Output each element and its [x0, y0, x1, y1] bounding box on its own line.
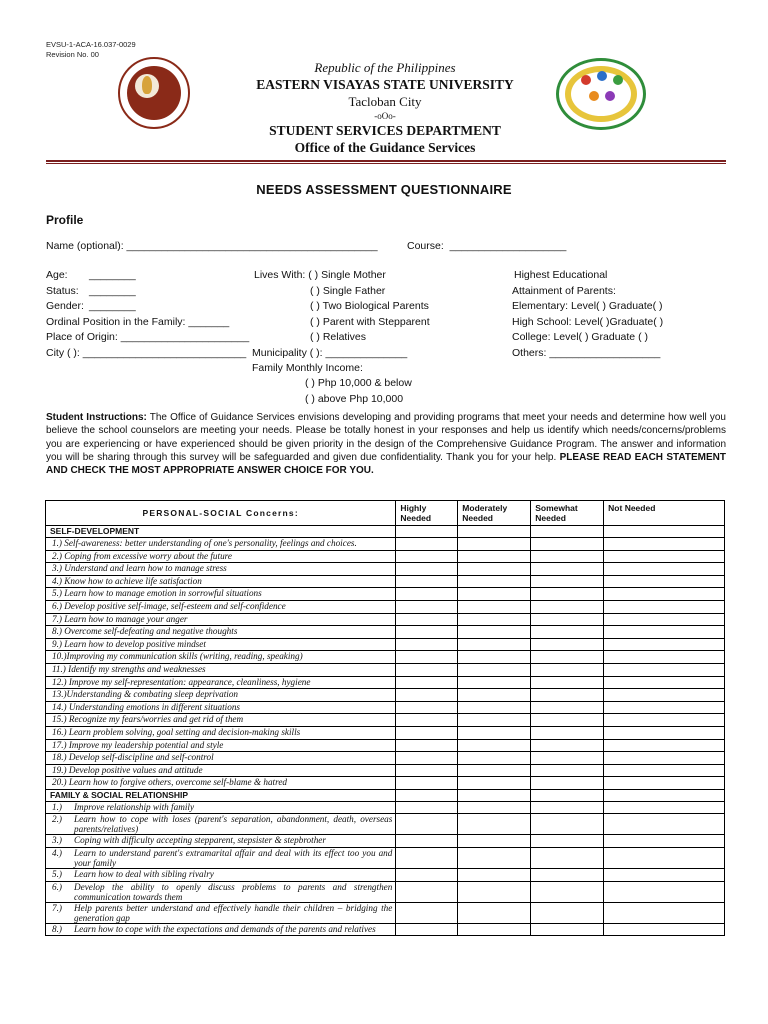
- self-dev-20-somewhat-checkbox[interactable]: [531, 777, 604, 790]
- family-1-somewhat-checkbox[interactable]: [531, 801, 604, 814]
- table-row: [46, 663, 725, 676]
- letterhead: [200, 60, 570, 157]
- self-dev-3-moderately-checkbox[interactable]: [458, 563, 531, 576]
- table-row: [46, 764, 725, 777]
- republic-line: Republic of the Philippines: [314, 60, 456, 75]
- table-row: [46, 689, 725, 702]
- others-field[interactable]: Others: ___________________: [512, 347, 661, 359]
- self-dev-15-moderately-checkbox[interactable]: [458, 714, 531, 727]
- high-school-field[interactable]: High School: Level( )Graduate( ): [512, 316, 664, 328]
- needs-table: [45, 500, 725, 936]
- self-development-item: 4.) Know how to achieve life satisfaction: [46, 575, 396, 588]
- self-dev-19-not-checkbox[interactable]: [604, 764, 725, 777]
- family-2-not-checkbox[interactable]: [604, 814, 725, 835]
- self-development-item: 10.)Improving my communication skills (writing, reading, speaking): [46, 651, 396, 664]
- family-item-number: 2.): [52, 814, 62, 825]
- family-8-highly-checkbox[interactable]: [396, 923, 458, 936]
- family-7-moderately-checkbox[interactable]: [458, 902, 531, 923]
- column-moderately-needed: Moderately Needed: [458, 501, 531, 526]
- self-dev-4-moderately-checkbox[interactable]: [458, 575, 531, 588]
- self-dev-6-moderately-checkbox[interactable]: [458, 600, 531, 613]
- city-line: Tacloban City: [348, 94, 422, 109]
- family-3-moderately-checkbox[interactable]: [458, 835, 531, 848]
- self-dev-11-highly-checkbox[interactable]: [396, 663, 458, 676]
- family-item-text: Learn how to deal with sibling rivalry: [74, 869, 214, 880]
- college-field[interactable]: College: Level( ) Graduate ( ): [512, 331, 648, 343]
- table-row: [46, 848, 725, 869]
- self-dev-12-moderately-checkbox[interactable]: [458, 676, 531, 689]
- self-dev-4-somewhat-checkbox[interactable]: [531, 575, 604, 588]
- self-dev-3-somewhat-checkbox[interactable]: [531, 563, 604, 576]
- family-8-moderately-checkbox[interactable]: [458, 923, 531, 936]
- revision-number: Revision No. 00: [46, 50, 99, 59]
- self-dev-19-somewhat-checkbox[interactable]: [531, 764, 604, 777]
- office-name: Office of the Guidance Services: [294, 140, 476, 155]
- table-row: [46, 638, 725, 651]
- self-dev-14-moderately-checkbox[interactable]: [458, 701, 531, 714]
- self-development-item: 9.) Learn how to develop positive mindset: [46, 638, 396, 651]
- self-dev-1-somewhat-checkbox[interactable]: [531, 538, 604, 551]
- family-1-moderately-checkbox[interactable]: [458, 801, 531, 814]
- place-of-origin-field[interactable]: Place of Origin: ______________________: [46, 331, 250, 343]
- table-row: [46, 752, 725, 765]
- family-4-moderately-checkbox[interactable]: [458, 848, 531, 869]
- course-field[interactable]: Course: ____________________: [407, 240, 567, 252]
- family-5-somewhat-checkbox[interactable]: [531, 869, 604, 882]
- self-development-item: 20.) Learn how to forgive others, overcome self-blame & hatred: [46, 777, 396, 790]
- table-row: [46, 902, 725, 923]
- table-row: [46, 651, 725, 664]
- table-row: [46, 739, 725, 752]
- family-item-number: 5.): [52, 869, 62, 880]
- self-development-item: 3.) Understand and learn how to manage stress: [46, 563, 396, 576]
- self-dev-11-somewhat-checkbox[interactable]: [531, 663, 604, 676]
- table-row: [46, 613, 725, 626]
- self-dev-1-not-checkbox[interactable]: [604, 538, 725, 551]
- self-development-item: 7.) Learn how to manage your anger: [46, 613, 396, 626]
- header-divider: [46, 160, 726, 164]
- self-dev-10-highly-checkbox[interactable]: [396, 651, 458, 664]
- self-dev-15-somewhat-checkbox[interactable]: [531, 714, 604, 727]
- self-development-item: 17.) Improve my leadership potential and style: [46, 739, 396, 752]
- section-family-social: FAMILY & SOCIAL RELATIONSHIP: [46, 789, 396, 801]
- table-row: [46, 600, 725, 613]
- section-self-development: SELF-DEVELOPMENT: [46, 526, 396, 538]
- self-dev-18-highly-checkbox[interactable]: [396, 752, 458, 765]
- family-5-moderately-checkbox[interactable]: [458, 869, 531, 882]
- table-row: [46, 676, 725, 689]
- profile-heading: Profile: [46, 213, 84, 227]
- self-dev-10-not-checkbox[interactable]: [604, 651, 725, 664]
- table-row: [46, 538, 725, 551]
- municipality-field[interactable]: Municipality ( ): ______________: [252, 347, 408, 359]
- self-dev-2-moderately-checkbox[interactable]: [458, 550, 531, 563]
- self-dev-11-not-checkbox[interactable]: [604, 663, 725, 676]
- family-item-number: 3.): [52, 835, 62, 846]
- status-field[interactable]: ________: [89, 285, 136, 297]
- self-dev-17-not-checkbox[interactable]: [604, 739, 725, 752]
- self-dev-16-not-checkbox[interactable]: [604, 726, 725, 739]
- family-item: [46, 848, 396, 869]
- self-dev-18-somewhat-checkbox[interactable]: [531, 752, 604, 765]
- self-dev-2-not-checkbox[interactable]: [604, 550, 725, 563]
- self-dev-15-highly-checkbox[interactable]: [396, 714, 458, 727]
- table-row: [46, 626, 725, 639]
- self-development-item: 11.) Identify my strengths and weaknesses: [46, 663, 396, 676]
- self-dev-9-somewhat-checkbox[interactable]: [531, 638, 604, 651]
- elementary-field[interactable]: Elementary: Level( ) Graduate( ): [512, 300, 663, 312]
- family-6-highly-checkbox[interactable]: [396, 881, 458, 902]
- self-dev-4-not-checkbox[interactable]: [604, 575, 725, 588]
- family-item: [46, 814, 396, 835]
- self-development-item: 6.) Develop positive self-image, self-esteem and self-confidence: [46, 600, 396, 613]
- table-row: [46, 881, 725, 902]
- family-4-not-checkbox[interactable]: [604, 848, 725, 869]
- family-item: [46, 881, 396, 902]
- self-development-item: 18.) Develop self-discipline and self-control: [46, 752, 396, 765]
- family-4-somewhat-checkbox[interactable]: [531, 848, 604, 869]
- family-2-somewhat-checkbox[interactable]: [531, 814, 604, 835]
- self-dev-12-not-checkbox[interactable]: [604, 676, 725, 689]
- family-7-not-checkbox[interactable]: [604, 902, 725, 923]
- self-dev-13-not-checkbox[interactable]: [604, 689, 725, 702]
- family-item-number: 7.): [52, 902, 62, 913]
- family-7-somewhat-checkbox[interactable]: [531, 902, 604, 923]
- table-row: [46, 814, 725, 835]
- self-dev-13-highly-checkbox[interactable]: [396, 689, 458, 702]
- family-6-somewhat-checkbox[interactable]: [531, 881, 604, 902]
- family-2-highly-checkbox[interactable]: [396, 814, 458, 835]
- table-row: [46, 923, 725, 936]
- family-6-not-checkbox[interactable]: [604, 881, 725, 902]
- document-code-number: EVSU-1-ACA-16.037-0029: [46, 40, 136, 49]
- table-row: [46, 575, 725, 588]
- gender-label: Gender:: [46, 300, 84, 312]
- city-field[interactable]: City ( ): ____________________________: [46, 347, 247, 359]
- self-dev-7-somewhat-checkbox[interactable]: [531, 613, 604, 626]
- self-dev-5-somewhat-checkbox[interactable]: [531, 588, 604, 601]
- family-8-not-checkbox[interactable]: [604, 923, 725, 936]
- self-development-item: 16.) Learn problem solving, goal setting and decision-making skills: [46, 726, 396, 739]
- family-item-text: Learn how to cope with the expectations and demands of the parents and relatives: [74, 923, 376, 934]
- table-row: [46, 701, 725, 714]
- self-dev-16-moderately-checkbox[interactable]: [458, 726, 531, 739]
- self-dev-17-moderately-checkbox[interactable]: [458, 739, 531, 752]
- self-dev-4-highly-checkbox[interactable]: [396, 575, 458, 588]
- self-dev-19-highly-checkbox[interactable]: [396, 764, 458, 777]
- self-development-item: 19.) Develop positive values and attitude: [46, 764, 396, 777]
- self-dev-20-moderately-checkbox[interactable]: [458, 777, 531, 790]
- self-dev-5-not-checkbox[interactable]: [604, 588, 725, 601]
- student-instructions: [46, 411, 726, 477]
- self-dev-19-moderately-checkbox[interactable]: [458, 764, 531, 777]
- column-highly-needed: Highly Needed: [396, 501, 458, 526]
- self-dev-14-somewhat-checkbox[interactable]: [531, 701, 604, 714]
- self-dev-10-somewhat-checkbox[interactable]: [531, 651, 604, 664]
- self-dev-1-moderately-checkbox[interactable]: [458, 538, 531, 551]
- self-dev-6-not-checkbox[interactable]: [604, 600, 725, 613]
- family-item-text: Improve relationship with family: [74, 801, 195, 812]
- instructions-emphasis: PLEASE READ EACH STATEMENT AND CHECK THE MOST APPROPRIATE ANSWER CHOICE FOR YOU.: [46, 451, 726, 477]
- self-dev-2-somewhat-checkbox[interactable]: [531, 550, 604, 563]
- document-code: [46, 40, 136, 60]
- self-dev-12-highly-checkbox[interactable]: [396, 676, 458, 689]
- instructions-body: The Office of Guidance Services envisions developing and providing programs that meet your needs and determine how well you believe the school counselors are meeting your needs. Please be totally honest in your responses and help us identify which needs/concerns/problems you are experiencing or have experienced should be given priority in the design of the Comprehensive Guidance Program. The answer and information you will be sharing through this survey will be safeguarded and given due confidentiality. Thank you for your help.: [46, 412, 726, 463]
- self-dev-7-moderately-checkbox[interactable]: [458, 613, 531, 626]
- status-label: Status:: [46, 285, 79, 297]
- income-below-option[interactable]: ( ) Php 10,000 & below: [305, 377, 412, 389]
- self-dev-15-not-checkbox[interactable]: [604, 714, 725, 727]
- separator: -oOo-: [374, 111, 396, 121]
- lives-with-single-mother[interactable]: Lives With: ( ) Single Mother: [254, 269, 386, 281]
- self-dev-13-somewhat-checkbox[interactable]: [531, 689, 604, 702]
- self-dev-2-highly-checkbox[interactable]: [396, 550, 458, 563]
- self-dev-9-highly-checkbox[interactable]: [396, 638, 458, 651]
- family-item-number: 1.): [52, 801, 62, 812]
- family-item: [46, 923, 396, 936]
- family-item-text: Develop the ability to openly discuss problems to parents and strengthen communication towards them: [74, 881, 393, 902]
- family-3-somewhat-checkbox[interactable]: [531, 835, 604, 848]
- family-7-highly-checkbox[interactable]: [396, 902, 458, 923]
- self-dev-9-not-checkbox[interactable]: [604, 638, 725, 651]
- self-dev-17-somewhat-checkbox[interactable]: [531, 739, 604, 752]
- self-development-item: 15.) Recognize my fears/worries and get rid of them: [46, 714, 396, 727]
- lives-with-relatives[interactable]: ( ) Relatives: [310, 331, 367, 343]
- self-dev-5-moderately-checkbox[interactable]: [458, 588, 531, 601]
- self-dev-16-somewhat-checkbox[interactable]: [531, 726, 604, 739]
- name-field[interactable]: Name (optional): ___________________________________________: [46, 240, 378, 252]
- family-6-moderately-checkbox[interactable]: [458, 881, 531, 902]
- family-item-number: 8.): [52, 923, 62, 934]
- self-development-item: 1.) Self-awareness: better understanding of one's personality, feelings and choices.: [46, 538, 396, 551]
- self-development-item: 14.) Understanding emotions in different situations: [46, 701, 396, 714]
- family-3-not-checkbox[interactable]: [604, 835, 725, 848]
- university-name: EASTERN VISAYAS STATE UNIVERSITY: [256, 77, 514, 92]
- family-item-number: 4.): [52, 848, 62, 859]
- university-seal-logo: [118, 57, 190, 129]
- gender-field[interactable]: ________: [89, 300, 136, 312]
- age-field[interactable]: ________: [89, 269, 136, 281]
- self-dev-20-not-checkbox[interactable]: [604, 777, 725, 790]
- income-label: Family Monthly Income:: [252, 362, 363, 374]
- column-not-needed: Not Needed: [604, 501, 725, 526]
- self-development-item: 2.) Coping from excessive worry about the future: [46, 550, 396, 563]
- family-1-highly-checkbox[interactable]: [396, 801, 458, 814]
- self-dev-6-highly-checkbox[interactable]: [396, 600, 458, 613]
- self-dev-18-moderately-checkbox[interactable]: [458, 752, 531, 765]
- table-row: [46, 714, 725, 727]
- self-dev-12-somewhat-checkbox[interactable]: [531, 676, 604, 689]
- lives-with-two-parents[interactable]: ( ) Two Biological Parents: [310, 300, 429, 312]
- self-dev-13-moderately-checkbox[interactable]: [458, 689, 531, 702]
- self-dev-7-not-checkbox[interactable]: [604, 613, 725, 626]
- self-dev-14-highly-checkbox[interactable]: [396, 701, 458, 714]
- family-item-text: Learn how to cope with loses (parent's separation, abandonment, death, overseas parents/relatives): [74, 814, 393, 835]
- family-item-text: Coping with difficulty accepting stepparent, stepsister & stepbrother: [74, 835, 326, 846]
- table-row: [46, 801, 725, 814]
- self-dev-7-highly-checkbox[interactable]: [396, 613, 458, 626]
- table-row: [46, 726, 725, 739]
- self-dev-1-highly-checkbox[interactable]: [396, 538, 458, 551]
- family-item: [46, 835, 396, 848]
- ordinal-position-field[interactable]: Ordinal Position in the Family: _______: [46, 316, 230, 328]
- self-dev-8-not-checkbox[interactable]: [604, 626, 725, 639]
- family-2-moderately-checkbox[interactable]: [458, 814, 531, 835]
- table-row: [46, 563, 725, 576]
- family-item: [46, 869, 396, 882]
- self-development-item: 5.) Learn how to manage emotion in sorrowful situations: [46, 588, 396, 601]
- self-dev-20-highly-checkbox[interactable]: [396, 777, 458, 790]
- family-5-highly-checkbox[interactable]: [396, 869, 458, 882]
- column-somewhat-needed: Somewhat Needed: [531, 501, 604, 526]
- self-dev-5-highly-checkbox[interactable]: [396, 588, 458, 601]
- attainment-heading: Attainment of Parents:: [512, 285, 616, 297]
- family-3-highly-checkbox[interactable]: [396, 835, 458, 848]
- self-dev-3-not-checkbox[interactable]: [604, 563, 725, 576]
- self-dev-11-moderately-checkbox[interactable]: [458, 663, 531, 676]
- family-item: [46, 801, 396, 814]
- table-row: [46, 588, 725, 601]
- self-dev-18-not-checkbox[interactable]: [604, 752, 725, 765]
- self-dev-9-moderately-checkbox[interactable]: [458, 638, 531, 651]
- self-development-item: 8.) Overcome self-defeating and negative thoughts: [46, 626, 396, 639]
- self-development-item: 13.)Understanding & combating sleep deprivation: [46, 689, 396, 702]
- lives-with-stepparent[interactable]: ( ) Parent with Stepparent: [310, 316, 430, 328]
- concerns-header: PERSONAL-SOCIAL Concerns:: [46, 501, 396, 526]
- self-dev-8-somewhat-checkbox[interactable]: [531, 626, 604, 639]
- table-row: [46, 869, 725, 882]
- self-dev-3-highly-checkbox[interactable]: [396, 563, 458, 576]
- age-label: Age:: [46, 269, 68, 281]
- self-dev-8-moderately-checkbox[interactable]: [458, 626, 531, 639]
- family-item: [46, 902, 396, 923]
- self-dev-6-somewhat-checkbox[interactable]: [531, 600, 604, 613]
- family-5-not-checkbox[interactable]: [604, 869, 725, 882]
- family-4-highly-checkbox[interactable]: [396, 848, 458, 869]
- family-1-not-checkbox[interactable]: [604, 801, 725, 814]
- table-row: [46, 777, 725, 790]
- self-dev-10-moderately-checkbox[interactable]: [458, 651, 531, 664]
- department-name: STUDENT SERVICES DEPARTMENT: [269, 123, 501, 138]
- instructions-label: Student Instructions:: [46, 412, 147, 423]
- education-heading: Highest Educational: [514, 269, 608, 281]
- income-above-option[interactable]: ( ) above Php 10,000: [305, 393, 404, 405]
- table-row: [46, 550, 725, 563]
- family-item-text: Help parents better understand and effectively handle their children – bridging the generation gap: [74, 902, 393, 923]
- self-dev-16-highly-checkbox[interactable]: [396, 726, 458, 739]
- family-item-number: 6.): [52, 881, 62, 892]
- page-title: NEEDS ASSESSMENT QUESTIONNAIRE: [256, 182, 512, 197]
- self-development-item: 12.) Improve my self-representation: appearance, cleanliness, hygiene: [46, 676, 396, 689]
- self-dev-17-highly-checkbox[interactable]: [396, 739, 458, 752]
- table-row: [46, 835, 725, 848]
- self-dev-14-not-checkbox[interactable]: [604, 701, 725, 714]
- family-8-somewhat-checkbox[interactable]: [531, 923, 604, 936]
- lives-with-single-father[interactable]: ( ) Single Father: [310, 285, 386, 297]
- family-item-text: Learn to understand parent's extramarital affair and deal with its effect too you and your family: [74, 848, 393, 869]
- self-dev-8-highly-checkbox[interactable]: [396, 626, 458, 639]
